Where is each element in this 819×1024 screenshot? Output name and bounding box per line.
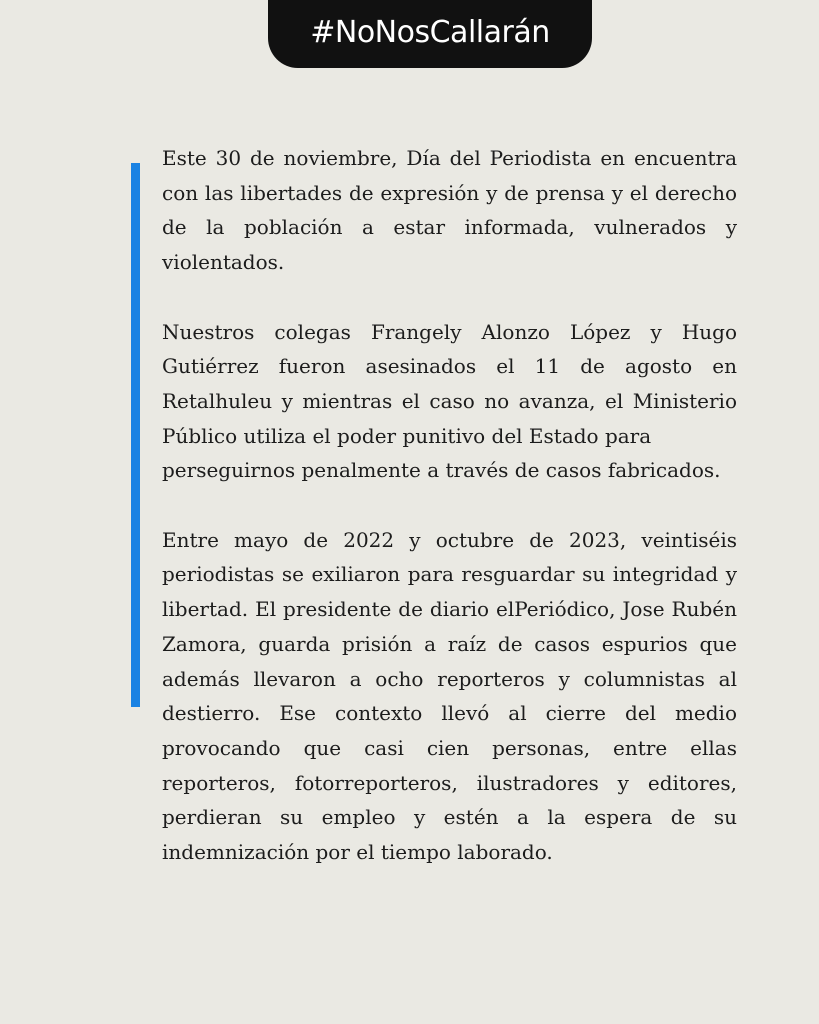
hashtag-banner — [268, 0, 592, 68]
paragraph-exile: Entre mayo de 2022 y octubre de 2023, veintiséis periodistas se exiliaron para resguardar su integridad y libertad. El presidente de diario elPeriódico, Jose Rubén Zamora, guarda prisión a raíz de casos espurios que además llevaron a ocho reporteros y columnistas al destierro. Ese contexto llevó al cierre del medio provocando que casi cien personas, entre ellas reporteros, fotorreporteros, ilustradores y editores, perdieran su empleo y estén a la espera de su indemnización por el tiempo laborado. — [162, 527, 737, 865]
paragraph-intro: Este 30 de noviembre, Día del Periodista en encuentra con las libertades de expresión y de prensa y el derecho de la población a estar informada, vulnerados y violentados. — [162, 146, 737, 275]
accent-bar — [131, 163, 140, 707]
hashtag-title: #NoNosCallarán — [310, 14, 550, 50]
article-body — [162, 141, 737, 870]
paragraph-colleagues: Nuestros colegas Frangely Alonzo López y Hugo Gutiérrez fueron asesinados el 11 de agosto en Retalhuleu y mientras el caso no avanza, el Ministerio Público utiliza el poder punitivo del Estado para perseguirnos penalmente a través de casos fabricados. — [162, 319, 737, 483]
